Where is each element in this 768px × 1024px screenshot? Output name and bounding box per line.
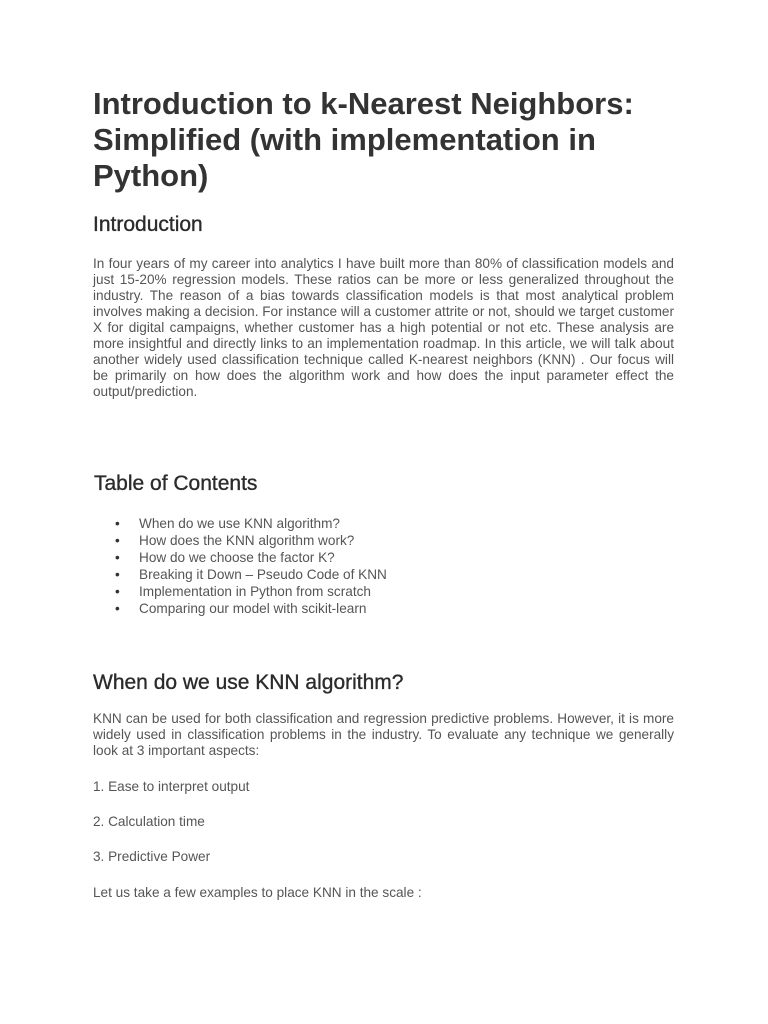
toc-item	[115, 532, 387, 549]
toc-item-label: When do we use KNN algorithm?	[139, 516, 340, 531]
toc-item-label: How does the KNN algorithm work?	[139, 533, 355, 548]
aspect-item: 2. Calculation time	[93, 814, 205, 829]
section-when-heading: When do we use KNN algorithm?	[93, 671, 404, 694]
aspect-item: 3. Predictive Power	[93, 849, 211, 864]
toc-item-label: Comparing our model with scikit-learn	[139, 601, 367, 616]
bullet-icon: •	[115, 516, 120, 531]
introduction-paragraph: In four years of my career into analytics I have built more than 80% of classification models and just 15-20% regression models. These ratios can be more or less generalized throughout the industry. The reason of a bias towards classification models is that most analytical problem involves making a decision. For instance will a customer attrite or not, should we target customer X for digital campaigns, whether customer has a high potential or not etc. These analysis are more insightful and directly links to an implementation roadmap. In this article, we will talk about another widely used classification technique called K-nearest neighbors (KNN) . Our focus will be primarily on how does the algorithm work and how does the input parameter effect the output/prediction.	[93, 256, 675, 399]
toc-item-label: Breaking it Down – Pseudo Code of KNN	[139, 567, 387, 582]
closing-line: Let us take a few examples to place KNN in the scale :	[93, 885, 422, 900]
bullet-icon: •	[115, 601, 120, 616]
table-of-contents-heading: Table of Contents	[94, 472, 258, 495]
section-when-paragraph: KNN can be used for both classification and regression predictive problems. However, it is more widely used in classification problems in the industry. To evaluate any technique we generally look at 3 important aspects:	[93, 711, 674, 758]
bullet-icon: •	[115, 550, 120, 565]
aspect-item: 1. Ease to interpret output	[93, 779, 250, 794]
toc-item-label: Implementation in Python from scratch	[139, 584, 371, 599]
toc-item	[115, 549, 387, 566]
bullet-icon: •	[115, 567, 120, 582]
introduction-heading: Introduction	[93, 213, 203, 236]
toc-item	[115, 583, 387, 600]
toc-item	[115, 566, 387, 583]
toc-item	[115, 515, 387, 532]
toc-item-label: How do we choose the factor K?	[139, 550, 335, 565]
toc-item	[115, 600, 387, 617]
bullet-icon: •	[115, 584, 120, 599]
article-title: Introduction to k-Nearest Neighbors: Simplified (with implementation in Python)	[93, 86, 634, 193]
table-of-contents-list	[115, 515, 387, 617]
bullet-icon: •	[115, 533, 120, 548]
